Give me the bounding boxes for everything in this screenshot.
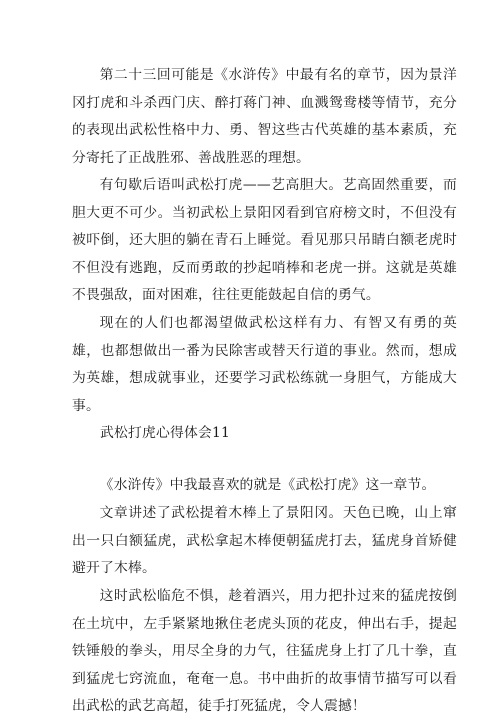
paragraph-favorite: 《水浒传》中我最喜欢的就是《武松打虎》这一章节。 bbox=[99, 477, 436, 493]
paragraph-fight: 这时武松临危不惧，趁着酒兴，用力把扑过来的猛虎按倒在土坑中，左手紧紧地揪住老虎头顶的花皮，伸出右手，提起铁锤般的拳头，用尽全身的力气，往猛虎身上打了几十拳，直到猛虎七窍流血，奄奄一息。书中曲折的故事情节描写可以看出武松的武艺高超，徒手打死猛虎，令人震撼！ bbox=[72, 588, 457, 715]
paragraph-intro: 第二十三回可能是《水浒传》中最有名的章节，因为景洋冈打虎和斗杀西门庆、醉打蒋门神、血溅鸳鸯楼等情节，充分的表现出武松性格中力、勇、智这些古代英雄的基本素质，充分寄托了正战胜邪、善战胜恶的理想。 bbox=[72, 67, 457, 166]
paragraph-modern: 现在的人们也都渴望做武松这样有力、有智又有勇的英雄，也都想做出一番为民除害或替天行道的事业。然而，想成为英雄，想成就事业，还要学习武松练就一身胆气，方能成大事。 bbox=[72, 315, 457, 414]
paragraph-story: 文章讲述了武松提着木棒上了景阳冈。天色已晚，山上窜出一只白额猛虎，武松拿起木棒便朝猛虎打去，猛虎身首矫健避开了木棒。 bbox=[72, 505, 457, 577]
paragraph-idiom: 有句歇后语叫武松打虎——艺高胆大。艺高固然重要，而胆大更不可少。当初武松上景阳冈看到官府榜文时，不但没有被吓倒，还大胆的躺在青石上睡觉。看见那只吊睛白额老虎时不但没有逃跑，反而勇敢的抄起哨棒和老虎一拼。这就是英雄不畏强敌，面对困难，往往更能鼓起自信的勇气。 bbox=[72, 177, 457, 304]
section-heading: 武松打虎心得体会11 bbox=[100, 425, 230, 441]
